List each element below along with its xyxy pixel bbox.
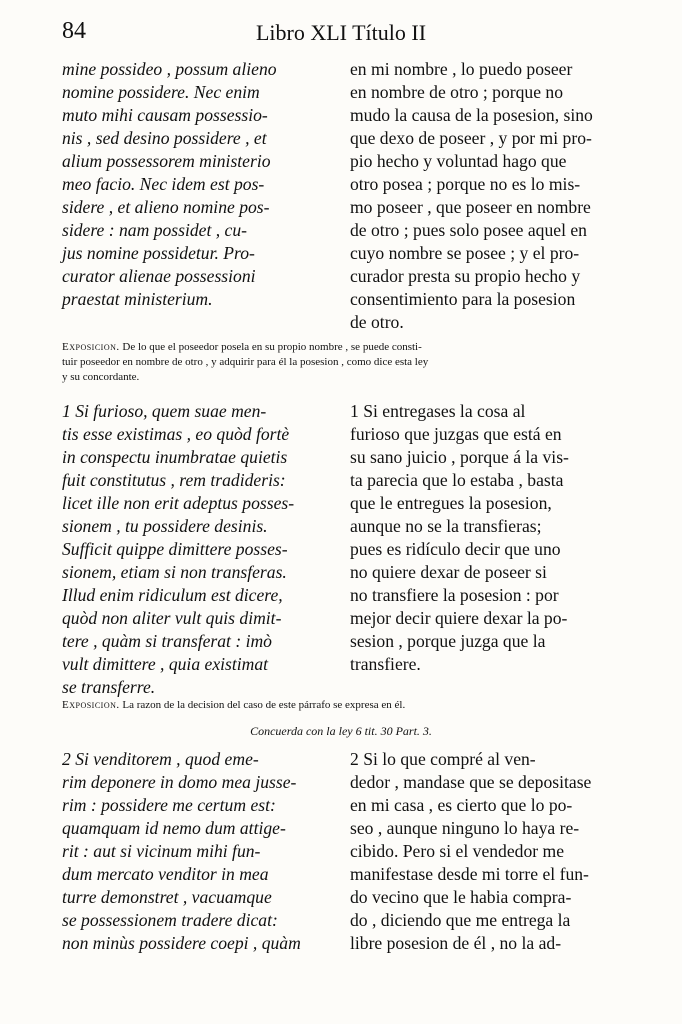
latin-line: tis esse existimas , eo quòd fortè xyxy=(62,424,290,444)
latin-line: muto mihi causam possessio- xyxy=(62,105,268,125)
spanish-line: cibido. Pero si el vendedor me xyxy=(350,841,565,861)
spanish-line: curador presta su propio hecho y xyxy=(350,266,581,286)
latin-line: sionem, etiam si non transferas. xyxy=(62,562,287,582)
spanish-line: seo , aunque ninguno lo haya re- xyxy=(350,818,580,838)
spanish-line: libre posesion de él , no la ad- xyxy=(350,933,562,953)
note-text: La razon de la decision del caso de este párrafo se expresa en él. xyxy=(122,699,406,711)
latin-line: tere , quàm si transferat : imò xyxy=(62,631,272,651)
spanish-line: que le entregues la posesion, xyxy=(350,493,552,513)
spanish-line: mudo la causa de la posesion, sino xyxy=(350,105,593,125)
latin-line: meo facio. Nec idem est pos- xyxy=(62,174,265,194)
latin-line: sidere , et alieno nomine pos- xyxy=(62,197,270,217)
latin-column xyxy=(62,748,301,955)
latin-line: sidere : nam possidet , cu- xyxy=(62,220,248,240)
exposicion-note xyxy=(62,698,622,713)
spanish-line: sesion , porque juzga que la xyxy=(350,631,546,651)
latin-line: nomine possidere. Nec enim xyxy=(62,82,260,102)
concordance: Concuerda con la ley 6 tit. 30 Part. 3. xyxy=(250,724,432,738)
spanish-line: do vecino que le habia compra- xyxy=(350,887,572,907)
latin-line: nis , sed desino possidere , et xyxy=(62,128,267,148)
note-label: Exposicion. xyxy=(62,341,120,353)
note-line xyxy=(62,340,622,355)
latin-line: fuit constitutus , rem tradideris: xyxy=(62,470,286,490)
note-line xyxy=(62,698,622,713)
spanish-line: 2 Si lo que compré al ven- xyxy=(350,749,536,769)
spanish-column xyxy=(350,748,591,955)
spanish-line: no transfiere la posesion : por xyxy=(350,585,559,605)
latin-line: 1 Si furioso, quem suae men- xyxy=(62,401,267,421)
latin-line: curator alienae possessioni xyxy=(62,266,256,286)
page-number: 84 xyxy=(62,18,86,44)
note-text: De lo que el poseedor posela en su propio nombre , se puede consti- xyxy=(122,341,422,353)
spanish-column xyxy=(350,400,569,676)
spanish-line: manifestase desde mi torre el fun- xyxy=(350,864,589,884)
spanish-line: de otro ; pues solo posee aquel en xyxy=(350,220,587,240)
note-label: Exposicion. xyxy=(62,699,120,711)
latin-line: jus nomine possidetur. Pro- xyxy=(62,243,255,263)
note-line: y su concordante. xyxy=(62,371,140,383)
latin-line: dum mercato venditor in mea xyxy=(62,864,269,884)
latin-column xyxy=(62,58,277,311)
note-line: tuir poseedor en nombre de otro , y adquirir para él la posesion , como dice esta ley xyxy=(62,356,429,368)
spanish-line: 1 Si entregases la cosa al xyxy=(350,401,526,421)
spanish-line: en nombre de otro ; porque no xyxy=(350,82,564,102)
latin-line: licet ille non erit adeptus posses- xyxy=(62,493,295,513)
spanish-line: consentimiento para la posesion xyxy=(350,289,576,309)
spanish-line: que dexo de poseer , y por mi pro- xyxy=(350,128,592,148)
latin-line: quòd non aliter vult quis dimit- xyxy=(62,608,282,628)
latin-line: rim deponere in domo mea jusse- xyxy=(62,772,297,792)
latin-line: Illud enim ridiculum est dicere, xyxy=(62,585,283,605)
latin-line: in conspectu inumbratae quietis xyxy=(62,447,288,467)
spanish-line: en mi nombre , lo puedo poseer xyxy=(350,59,573,79)
latin-line: rit : aut si vicinum mihi fun- xyxy=(62,841,261,861)
latin-line: praestat ministerium. xyxy=(62,289,213,309)
latin-line: rim : possidere me certum est: xyxy=(62,795,276,815)
spanish-column xyxy=(350,58,593,334)
latin-line: quamquam id nemo dum attige- xyxy=(62,818,286,838)
spanish-line: do , diciendo que me entrega la xyxy=(350,910,571,930)
latin-line: se possessionem tradere dicat: xyxy=(62,910,278,930)
spanish-line: de otro. xyxy=(350,312,404,332)
spanish-line: en mi casa , es cierto que lo po- xyxy=(350,795,573,815)
spanish-line: dedor , mandase que se depositase xyxy=(350,772,592,792)
latin-line: se transferre. xyxy=(62,677,156,697)
latin-line: 2 Si venditorem , quod eme- xyxy=(62,749,259,769)
spanish-line: su sano juicio , porque á la vis- xyxy=(350,447,569,467)
spanish-line: cuyo nombre se posee ; y el pro- xyxy=(350,243,580,263)
exposicion-note xyxy=(62,340,622,385)
spanish-line: transfiere. xyxy=(350,654,421,674)
latin-line: alium possessorem ministerio xyxy=(62,151,271,171)
latin-line: turre demonstret , vacuamque xyxy=(62,887,272,907)
spanish-line: mejor decir quiere dexar la po- xyxy=(350,608,568,628)
spanish-line: pio hecho y voluntad hago que xyxy=(350,151,567,171)
spanish-line: aunque no se la transfieras; xyxy=(350,516,542,536)
spanish-line: no quiere dexar de poseer si xyxy=(350,562,547,582)
latin-line: vult dimittere , quia existimat xyxy=(62,654,269,674)
spanish-line: pues es ridículo decir que uno xyxy=(350,539,561,559)
running-head: Libro XLI Título II xyxy=(255,20,427,45)
latin-line: non minùs possidere coepi , quàm xyxy=(62,933,301,953)
latin-column xyxy=(62,400,294,699)
spanish-line: mo poseer , que poseer en nombre xyxy=(350,197,591,217)
latin-line: mine possideo , possum alieno xyxy=(62,59,277,79)
spanish-line: furioso que juzgas que está en xyxy=(350,424,562,444)
spanish-line: ta parecia que lo estaba , basta xyxy=(350,470,564,490)
spanish-line: otro posea ; porque no es lo mis- xyxy=(350,174,581,194)
latin-line: Sufficit quippe dimittere posses- xyxy=(62,539,288,559)
latin-line: sionem , tu possidere desinis. xyxy=(62,516,268,536)
